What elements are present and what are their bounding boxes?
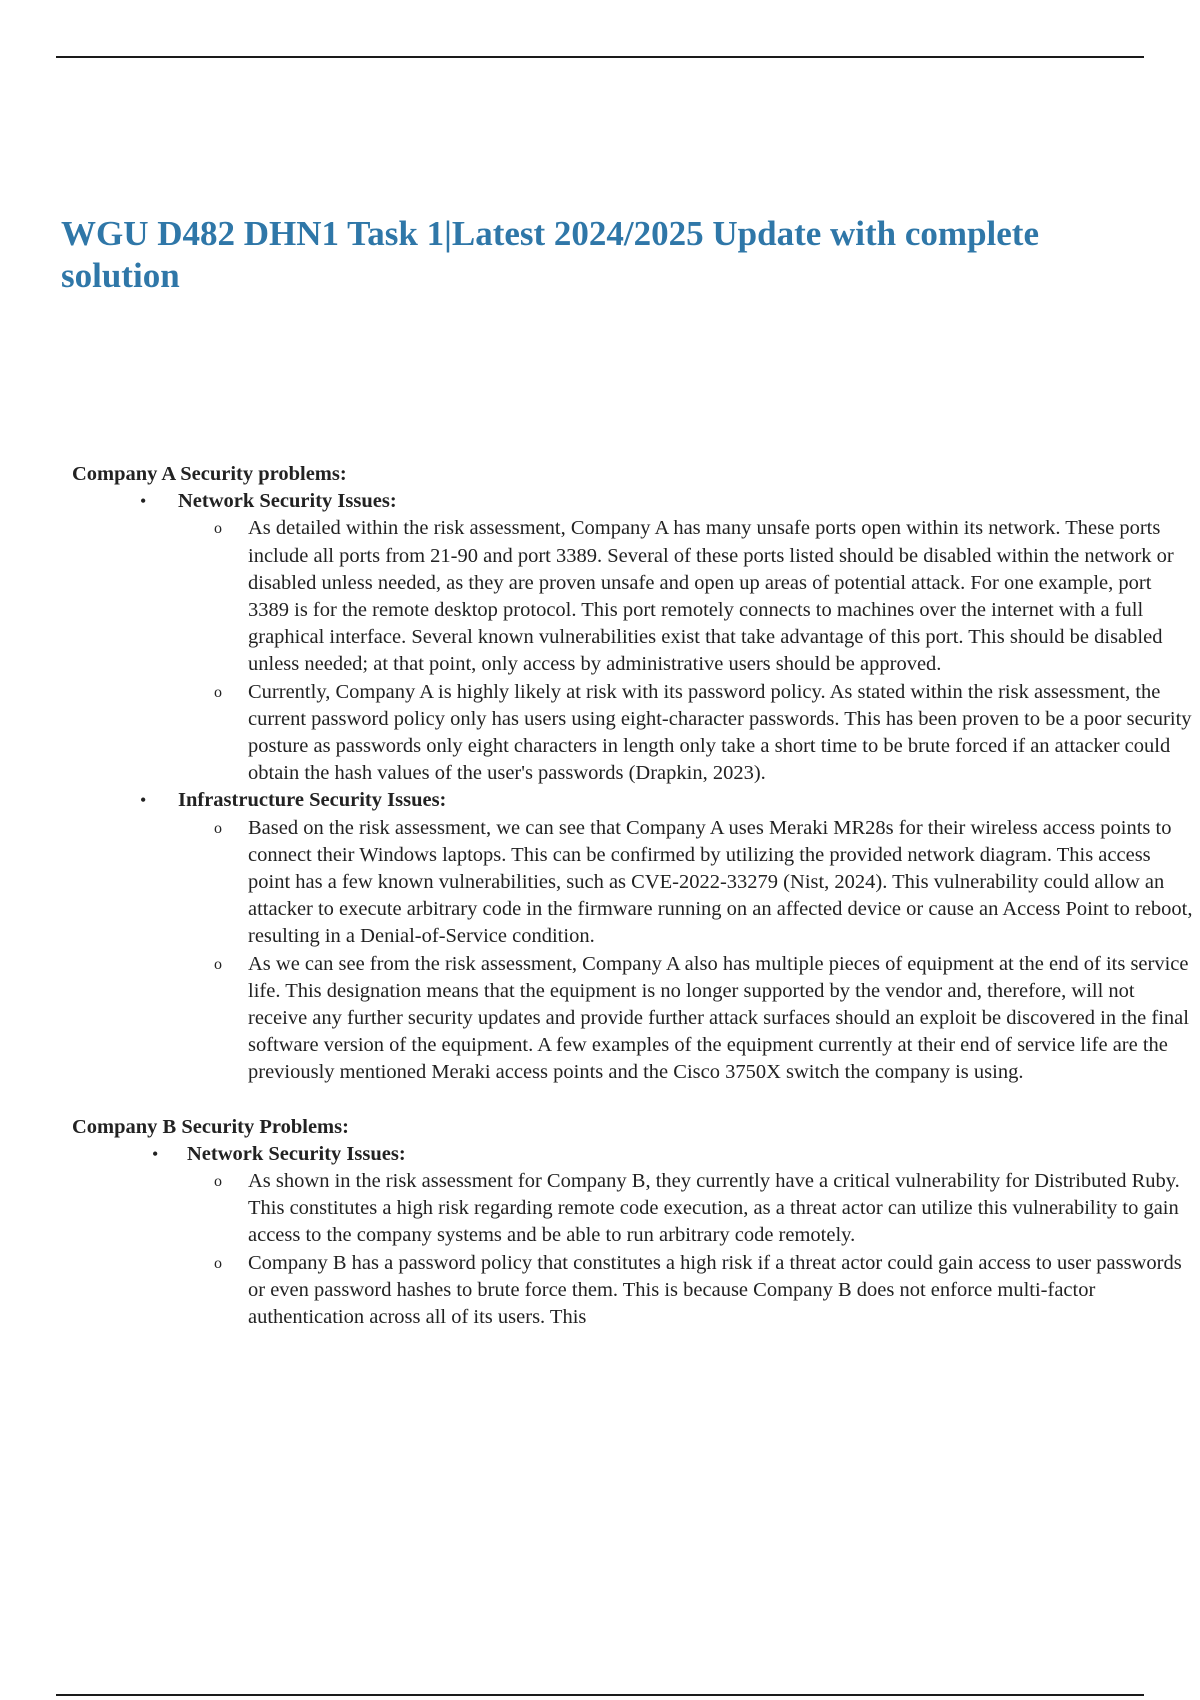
circle-bullet-icon: o (214, 819, 222, 837)
point-text: As detailed within the risk assessment, Company A has many unsafe ports open within its network. These ports include all ports from 21-90 and port 3389. Several of these ports listed should be disabled within the network or disabled unless needed, as they are proven unsafe and open up areas of potential attack. For one example, port 3389 is for the remote desktop protocol. This port remotely connects to machines over the internet with a full graphical interface. Several known vulnerabilities exist that take advantage of this port. This should be disabled unless needed; at that point, only access by administrative users should be approved. (248, 517, 1174, 676)
circle-bullet-icon: o (214, 1254, 222, 1272)
list-item (72, 951, 1196, 1087)
bullet-icon: • (140, 491, 147, 512)
document-body (72, 461, 1193, 1331)
section-heading: Company A Security problems: (72, 463, 347, 485)
issue-network-security (72, 1141, 1182, 1331)
list-item (72, 1168, 1196, 1250)
circle-bullet-icon: o (214, 955, 222, 973)
document-title: WGU D482 DHN1 Task 1|Latest 2024/2025 Update with complete solution (61, 214, 1040, 295)
section-company-a (72, 461, 1193, 1087)
point-text: Based on the risk assessment, we can see that Company A uses Meraki MR28s for their wireless access points to connect their Windows laptops. This can be confirmed by utilizing the provided network diagram. This access point has a few known vulnerabilities, such as CVE-2022-33279 (Nist, 2024). This vulnerability could allow an attacker to execute arbitrary code in the firmware running on an affected device or cause an Access Point to reboot, resulting in a Denial-of-Service condition. (248, 816, 1193, 948)
issue-title: Network Security Issues: (178, 490, 397, 513)
circle-bullet-icon: o (214, 1173, 222, 1191)
list-item (72, 515, 1196, 678)
point-text: As we can see from the risk assessment, Company A also has multiple pieces of equipment at the end of its service life. This designation means that the equipment is no longer supported by the vendor and, therefore, will not receive any further security updates and provide further attack surfaces should an exploit be discovered in the final software version of the equipment. A few examples of the equipment currently at their end of service life are the previously mentioned Meraki access points and the Cisco 3750X switch the company is using. (248, 952, 1189, 1084)
section-heading: Company B Security Problems: (72, 1115, 349, 1138)
issue-title: Network Security Issues: (187, 1142, 406, 1165)
issue-network-security (72, 488, 1192, 787)
list-item (72, 1250, 1196, 1332)
bottom-rule (56, 1694, 1144, 1696)
bullet-icon: • (140, 790, 147, 811)
bullet-icon: • (152, 1143, 159, 1164)
issue-points (187, 1168, 1182, 1331)
circle-bullet-icon: o (214, 683, 222, 701)
issue-infrastructure-security (72, 787, 1193, 1086)
list-item (72, 679, 1196, 788)
section-company-b (72, 1114, 1182, 1332)
circle-bullet-icon: o (214, 520, 222, 538)
point-text: Currently, Company A is highly likely at risk with its password policy. As stated within the risk assessment, the current password policy only has users using eight-character passwords. This has been proven to be a poor security posture as passwords only eight characters in length only take a short time to be brute forced if an attacker could obtain the hash values of the user's passwords (Drapkin, 2023). (248, 680, 1192, 785)
point-text: As shown in the risk assessment for Company B, they currently have a critical vulnerability for Distributed Ruby. This constitutes a high risk regarding remote code execution, as a threat actor can utilize this vulnerability to gain access to the company systems and be able to run arbitrary code remotely. (248, 1170, 1180, 1247)
list-item (72, 815, 1196, 951)
top-rule (56, 56, 1144, 58)
issue-points (178, 815, 1193, 1087)
issue-title: Infrastructure Security Issues: (178, 789, 447, 812)
point-text: Company B has a password policy that constitutes a high risk if a threat actor could gain access to user passwords or even password hashes to brute force them. This is because Company B does not enforce multi-factor authentication across all of its users. This (248, 1251, 1182, 1329)
issue-points (178, 515, 1192, 787)
